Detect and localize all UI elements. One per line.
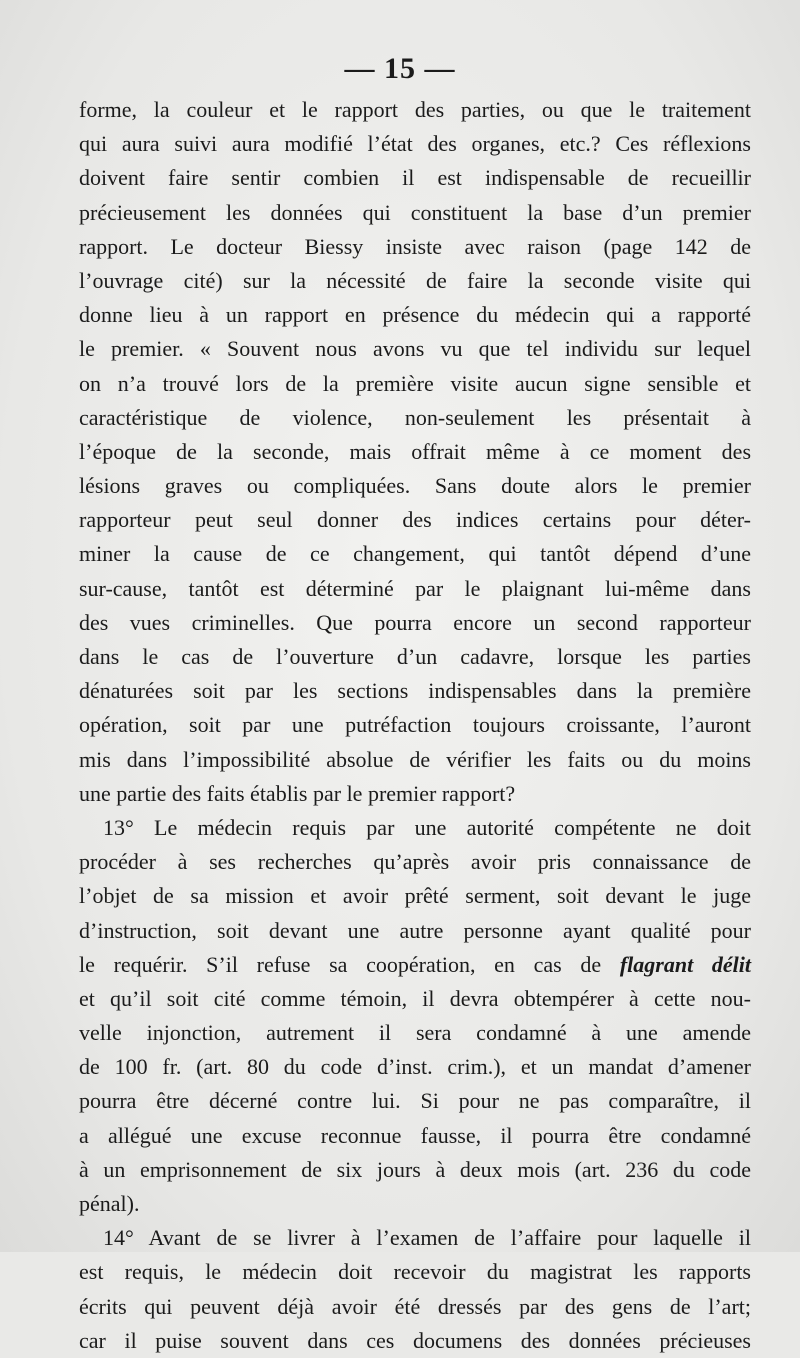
text-line [79, 1153, 751, 1187]
text-line-content: forme, la couleur et le rapport des parties, ou que le traitement [79, 97, 751, 122]
text-line-content: des vues criminelles. Que pourra encore un second rapporteur [79, 609, 751, 635]
text-line-content: dénaturées soit par les sections indispensables dans la première [79, 678, 751, 704]
text-line-content: est requis, le médecin doit recevoir du magistrat les rapports [79, 1259, 751, 1285]
text-line-content: mis dans l’impossibilité absolue de vérifier les faits ou du moins [79, 746, 751, 772]
text-line [79, 367, 751, 401]
text-line [79, 161, 751, 195]
text-line-content: le premier. « Souvent nous avons vu que tel individu sur lequel [79, 336, 751, 362]
text-line-content: écrits qui peuvent déjà avoir été dressés par des gens de l’art; [79, 1293, 751, 1319]
text-line-content: pénal). [79, 1191, 140, 1216]
text-line [79, 469, 751, 503]
text-line-content: sur-cause, tantôt est déterminé par le plaignant lui-même dans [79, 575, 751, 601]
text-line [79, 230, 751, 264]
text-line [79, 811, 751, 845]
text-line [79, 1050, 751, 1084]
text-line-content: l’époque de la seconde, mais offrait même à ce moment des [79, 438, 751, 464]
text-line-content: 13° Le médecin requis par une autorité compétente ne doit [103, 814, 751, 840]
text-line-content: une partie des faits établis par le premier rapport? [79, 780, 516, 806]
text-line-content: lésions graves ou compliquées. Sans doute alors le premier [79, 473, 751, 499]
text-line-content: précieusement les données qui constituent la base d’un premier [79, 199, 751, 225]
text-line [79, 1187, 751, 1221]
text-line [79, 708, 751, 742]
text-line-content: le requérir. S’il refuse sa coopération, en cas de [79, 951, 602, 977]
text-line [79, 332, 751, 366]
text-line-content: rapporteur peut seul donner des indices certains pour déter- [79, 507, 751, 533]
text-line-content: a allégué une excuse reconnue fausse, il pourra être condamné [79, 1122, 751, 1148]
text-line-content: miner la cause de ce changement, qui tantôt dépend d’une [79, 541, 751, 567]
text-line [79, 640, 751, 674]
text-line-content: et qu’il soit cité comme témoin, il devra obtempérer à cette nou- [79, 985, 751, 1011]
text-line [79, 127, 751, 161]
text-line [79, 93, 751, 127]
text-line [79, 298, 751, 332]
text-line [79, 1016, 751, 1050]
text-line [79, 743, 751, 777]
text-line [79, 1324, 751, 1358]
text-line [79, 674, 751, 708]
text-line-content: qui aura suivi aura modifié l’état des organes, etc.? Ces réflexions [79, 131, 751, 157]
text-line-content: rapport. Le docteur Biessy insiste avec raison (page 142 de [79, 233, 751, 259]
text-line [79, 1221, 751, 1255]
text-line-content: l’ouvrage cité) sur la nécessité de faire la seconde visite qui [79, 267, 751, 293]
text-line [79, 982, 751, 1016]
text-line-content: à un emprisonnement de six jours à deux mois (art. 236 du code [79, 1156, 751, 1182]
body-text [79, 93, 751, 1358]
emphasized-term: flagrant délit [619, 951, 752, 977]
text-line-content: donne lieu à un rapport en présence du médecin qui a rapporté [79, 302, 751, 328]
text-line-content: on n’a trouvé lors de la première visite aucun signe sensible et [79, 370, 751, 396]
text-line [79, 777, 751, 811]
text-line-content: d’instruction, soit devant une autre personne ayant qualité pour [79, 917, 751, 943]
text-line [79, 879, 751, 913]
text-line [79, 606, 751, 640]
text-line-content: procéder à ses recherches qu’après avoir pris connaissance de [79, 849, 751, 875]
text-line-content: 14° Avant de se livrer à l’examen de l’affaire pour laquelle il [103, 1225, 751, 1251]
text-line [79, 914, 751, 948]
text-line [79, 503, 751, 537]
text-line-content: de 100 fr. (art. 80 du code d’inst. crim.), et un mandat d’amener [79, 1054, 751, 1080]
text-line [79, 1255, 751, 1289]
text-line [79, 572, 751, 606]
text-line [79, 537, 751, 571]
text-line-content: opération, soit par une putréfaction toujours croissante, l’auront [79, 712, 751, 738]
text-line-content: caractéristique de violence, non-seulement les présentait à [79, 404, 751, 430]
text-line-content: l’objet de sa mission et avoir prêté serment, soit devant le juge [79, 883, 751, 909]
text-line-content: dans le cas de l’ouverture d’un cadavre, lorsque les parties [79, 644, 751, 669]
text-line [79, 435, 751, 469]
text-line [79, 1119, 751, 1153]
text-line [79, 196, 751, 230]
text-line-content: doivent faire sentir combien il est indispensable de recueillir [79, 165, 751, 191]
text-line [79, 1084, 751, 1118]
page-number: — 15 — [344, 52, 456, 85]
text-line-content: car il puise souvent dans ces documens des données précieuses [79, 1327, 751, 1353]
text-line [79, 264, 751, 298]
text-line [79, 845, 751, 879]
text-line-content: velle injonction, autrement il sera condamné à une amende [79, 1020, 751, 1046]
text-line [79, 401, 751, 435]
text-line [79, 948, 751, 982]
text-line-content: pourra être décerné contre lui. Si pour ne pas comparaître, il [79, 1088, 751, 1114]
text-line [79, 1290, 751, 1324]
